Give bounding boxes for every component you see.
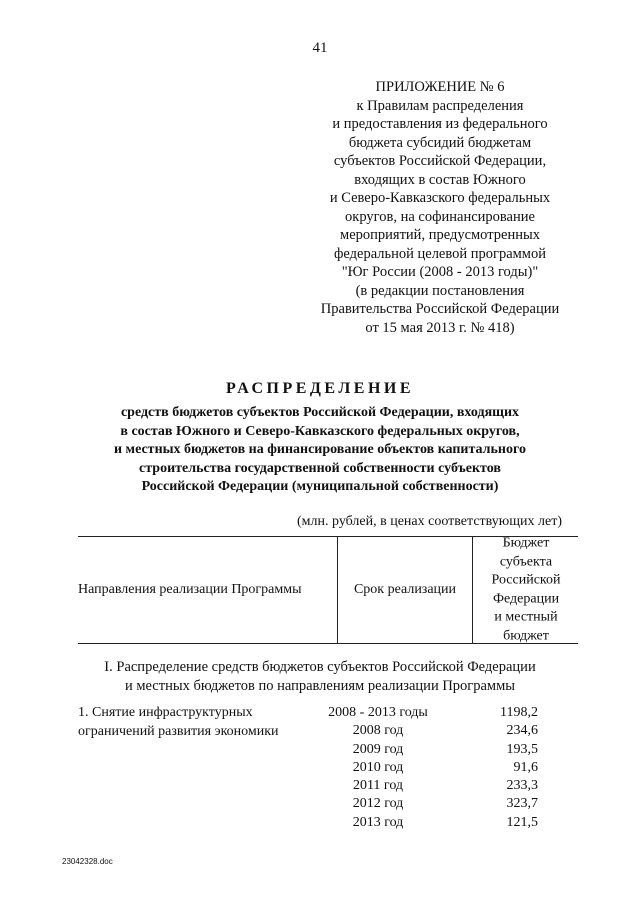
row-value: 234,6 bbox=[506, 723, 538, 739]
document-subheading bbox=[60, 404, 580, 497]
row-period: 2008 год bbox=[352, 723, 404, 739]
row-value: 91,6 bbox=[513, 759, 538, 775]
header-cell-budget bbox=[472, 537, 579, 643]
page-number: 41 bbox=[312, 40, 328, 56]
appendix-line: Правительства Российской Федерации bbox=[320, 301, 560, 317]
table-row bbox=[300, 741, 540, 759]
row-value: 1198,2 bbox=[500, 705, 538, 720]
header-budget-label bbox=[473, 535, 579, 646]
row-value: 121,5 bbox=[506, 814, 538, 830]
subheading-line: средств бюджетов субъектов Российской Федерации, входящих bbox=[120, 405, 520, 420]
table-row bbox=[300, 704, 540, 722]
header-budget-line: Российской bbox=[491, 572, 561, 588]
table-row bbox=[300, 814, 540, 832]
header-cell-directions bbox=[78, 537, 336, 643]
table-row bbox=[300, 759, 540, 777]
appendix-line: и предоставления из федерального bbox=[332, 116, 548, 132]
header-cell-period bbox=[337, 537, 472, 643]
header-budget-line: субъекта bbox=[499, 554, 553, 569]
row-period: 2009 год bbox=[352, 741, 404, 757]
header-period-label: Срок реализации bbox=[353, 581, 457, 597]
funding-rows bbox=[300, 704, 540, 832]
subheading-line: в состав Южного и Северо-Кавказского федеральных округов, bbox=[120, 423, 520, 439]
header-budget-line: бюджет bbox=[503, 628, 549, 643]
header-budget-line: Бюджет bbox=[502, 535, 550, 551]
row-period: 2013 год bbox=[352, 814, 404, 830]
section-title bbox=[60, 658, 580, 696]
appendix-line: "Юг России (2008 - 2013 годы)" bbox=[341, 264, 539, 280]
table-row bbox=[300, 795, 540, 813]
document-heading: РАСПРЕДЕЛЕНИЕ bbox=[225, 380, 415, 397]
appendix-block bbox=[305, 78, 575, 337]
row-period: 2012 год bbox=[352, 796, 404, 812]
direction-line: 1. Снятие инфраструктурных bbox=[78, 705, 253, 720]
appendix-line: федеральной целевой программой bbox=[333, 245, 546, 262]
appendix-line: к Правилам распределения bbox=[356, 97, 524, 114]
appendix-line: и Северо-Кавказского федеральных bbox=[329, 190, 551, 206]
file-footer: 23042328.doc bbox=[62, 857, 113, 866]
row-value: 323,7 bbox=[506, 796, 538, 812]
subheading-line: строительства государственной собственности субъектов bbox=[139, 460, 501, 476]
appendix-line: ПРИЛОЖЕНИЕ № 6 bbox=[375, 79, 505, 95]
section-title-line: и местных бюджетов по направлениям реализации Программы bbox=[124, 678, 516, 694]
subheading-line: и местных бюджетов на финансирование объектов капитального bbox=[113, 442, 527, 457]
section-title-line: I. Распределение средств бюджетов субъектов Российской Федерации bbox=[104, 659, 536, 675]
subheading-line: Российской Федерации (муниципальной собственности) bbox=[141, 479, 499, 494]
table-row bbox=[300, 777, 540, 795]
header-budget-line: и местный bbox=[494, 609, 558, 625]
appendix-line: (в редакции постановления bbox=[355, 282, 525, 299]
appendix-line: субъектов Российской Федерации, bbox=[333, 153, 547, 169]
row-period: 2011 год bbox=[352, 778, 404, 794]
units-note: (млн. рублей, в ценах соответствующих лет) bbox=[297, 514, 562, 529]
direction-line: ограничений развития экономики bbox=[78, 723, 279, 739]
row-value: 193,5 bbox=[506, 741, 538, 757]
row-period: 2008 - 2013 годы bbox=[328, 705, 428, 720]
direction-label bbox=[78, 704, 338, 741]
appendix-line: бюджета субсидий бюджетам bbox=[348, 134, 532, 151]
table-header bbox=[78, 536, 578, 644]
header-budget-line: Федерации bbox=[492, 591, 560, 606]
row-value: 233,3 bbox=[506, 778, 538, 794]
appendix-line: входящих в состав Южного bbox=[354, 171, 526, 188]
header-directions-label: Направления реализации Программы bbox=[78, 581, 302, 597]
table-row bbox=[300, 722, 540, 740]
appendix-line: округов, на софинансирование bbox=[345, 208, 535, 225]
appendix-line: мероприятий, предусмотренных bbox=[340, 227, 540, 243]
row-period: 2010 год bbox=[352, 759, 404, 775]
appendix-line: от 15 мая 2013 г. № 418) bbox=[365, 319, 515, 336]
